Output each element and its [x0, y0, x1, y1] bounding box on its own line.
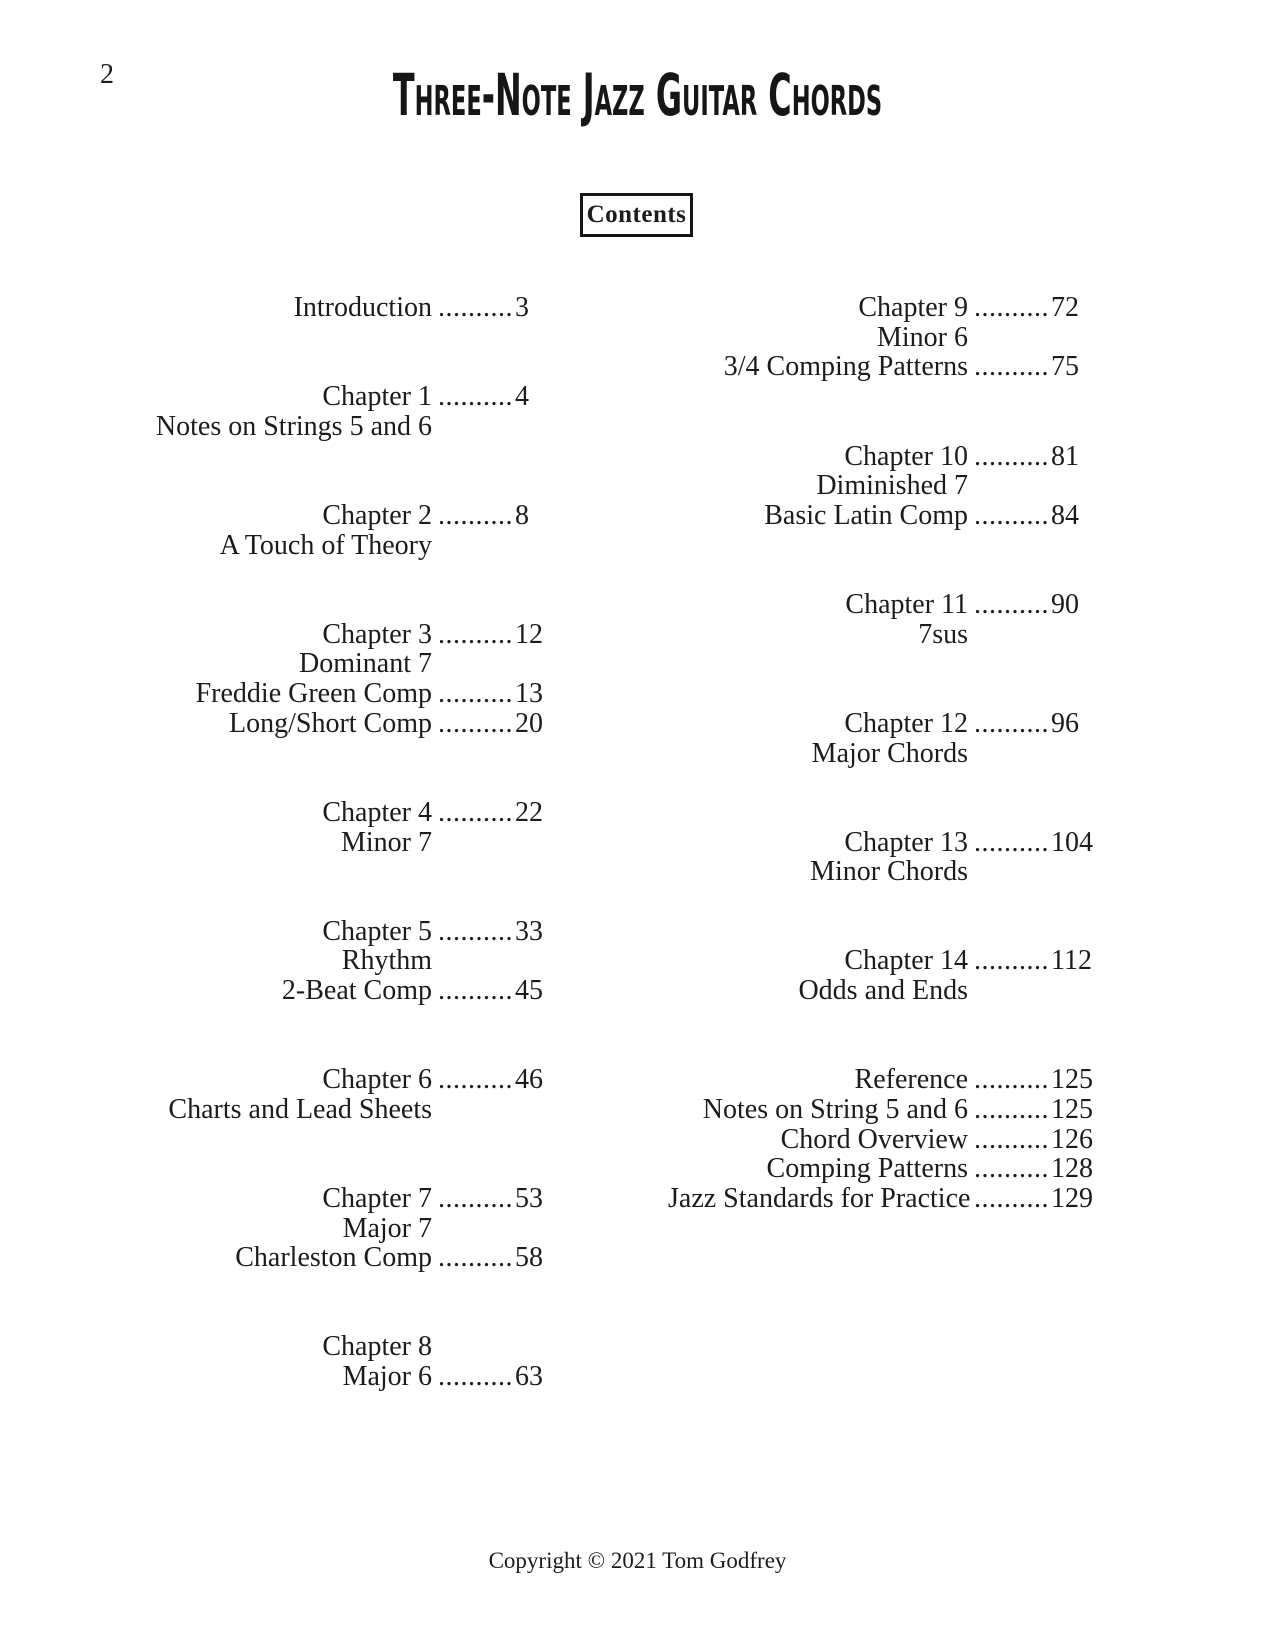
toc-entry-page: 8	[515, 499, 529, 531]
toc-entry	[668, 501, 1092, 531]
toc-entry-label: Major 7	[342, 1212, 432, 1244]
toc-entry-label: Jazz Standards for Practice	[668, 1183, 971, 1214]
toc-entry-label: Chapter 12	[844, 707, 968, 739]
toc-entry-label: Charts and Lead Sheets	[168, 1093, 432, 1125]
toc-leader-dots: ..........	[438, 707, 513, 739]
toc-block	[132, 915, 543, 1007]
toc-entry	[668, 1184, 1092, 1214]
toc-leader-dots: ..........	[438, 915, 513, 947]
toc-entry	[668, 739, 1092, 769]
toc-entry	[132, 1064, 543, 1096]
toc-entry	[668, 709, 1092, 739]
toc-entry-label: Chord Overview	[780, 1123, 968, 1155]
toc-entry-label: Diminished 7	[816, 470, 968, 502]
toc-entry	[668, 620, 1092, 650]
toc-entry-label: Freddie Green Comp	[195, 678, 432, 710]
toc-block	[132, 1331, 543, 1393]
toc-entry-page: 125	[1051, 1064, 1093, 1096]
copyright-notice: Copyright © 2021 Tom Godfrey	[488, 1548, 787, 1573]
toc-entry-page: 22	[515, 796, 543, 828]
toc-entry-label: 2-Beat Comp	[281, 975, 432, 1007]
toc-block	[132, 1064, 543, 1125]
toc-entry-label: Chapter 4	[322, 796, 432, 828]
toc-entry-page: 58	[515, 1242, 543, 1274]
toc-entry	[668, 1154, 1092, 1184]
toc-entry-page: 4	[515, 381, 529, 413]
toc-entry-page: 96	[1051, 707, 1079, 739]
page-number: 2	[100, 59, 114, 90]
toc-leader-dots: ..........	[974, 1153, 1049, 1185]
toc-leader-dots: ..........	[974, 826, 1049, 858]
toc-block	[132, 1182, 543, 1274]
toc-entry-page: 3	[515, 292, 529, 323]
toc-entry-page: 46	[515, 1064, 543, 1096]
toc-entry-label: Major Chords	[811, 737, 968, 769]
toc-leader-dots: ..........	[974, 1123, 1049, 1155]
toc-entry-page: 13	[515, 678, 543, 710]
toc-block	[132, 382, 532, 441]
toc-entry-label: Chapter 8	[322, 1331, 432, 1363]
toc-entry	[132, 975, 543, 1007]
toc-leader-dots: ..........	[438, 292, 513, 323]
toc-entry-label: Minor Chords	[810, 856, 968, 888]
toc-entry	[132, 707, 543, 739]
toc-entry-page: 84	[1051, 499, 1079, 531]
toc-leader-dots: ..........	[438, 796, 513, 828]
toc-entry-page: 112	[1051, 945, 1092, 977]
toc-block	[668, 590, 1092, 649]
toc-block	[132, 501, 532, 560]
toc-entry	[668, 857, 1092, 887]
toc-entry-label: Chapter 3	[322, 618, 432, 650]
toc-entry	[132, 649, 532, 679]
toc-entry-label: Chapter 6	[322, 1064, 432, 1096]
toc-entry	[132, 1361, 543, 1393]
toc-entry-label: Chapter 13	[844, 826, 968, 858]
toc-entry	[132, 1214, 532, 1244]
toc-leader-dots: ..........	[438, 678, 513, 710]
toc-entry-page: 90	[1051, 589, 1079, 620]
toc-entry	[132, 501, 532, 531]
toc-entry	[668, 828, 1092, 858]
toc-entry	[132, 678, 543, 710]
toc-entry-label: Long/Short Comp	[228, 707, 432, 739]
contents-heading-box	[580, 193, 693, 237]
toc-entry	[668, 442, 1092, 472]
toc-entry-label: Chapter 14	[844, 945, 968, 977]
toc-entry	[668, 976, 1092, 1006]
toc-entry-label: Rhythm	[341, 945, 432, 977]
toc-leader-dots: ..........	[438, 499, 513, 531]
toc-entry	[668, 293, 1092, 323]
toc-block	[132, 618, 543, 739]
toc-entry	[668, 1065, 1092, 1095]
toc-entry-label: Comping Patterns	[766, 1153, 968, 1185]
toc-column-left	[132, 292, 543, 1451]
toc-column-right	[668, 293, 1092, 1273]
toc-entry-label: Charleston Comp	[235, 1242, 432, 1274]
toc-block	[668, 946, 1092, 1005]
toc-leader-dots: ..........	[438, 1064, 513, 1096]
toc-entry-label: 3/4 Comping Patterns	[723, 351, 968, 383]
toc-leader-dots: ..........	[974, 1064, 1049, 1096]
toc-entry-page: 63	[515, 1361, 543, 1393]
toc-entry-label: A Touch of Theory	[219, 529, 432, 561]
toc-entry-label: Notes on Strings 5 and 6	[155, 410, 432, 442]
toc-leader-dots: ..........	[974, 1093, 1049, 1125]
toc-entry-label: Chapter 10	[844, 440, 968, 472]
toc-entry	[132, 796, 543, 828]
toc-entry	[132, 946, 532, 976]
toc-leader-dots: ..........	[974, 499, 1049, 531]
toc-entry	[668, 946, 1092, 976]
toc-entry-label: Chapter 5	[322, 915, 432, 947]
toc-entry-page: 125	[1051, 1093, 1093, 1125]
toc-block	[668, 293, 1092, 382]
toc-entry-page: 129	[1051, 1183, 1093, 1214]
toc-entry-label: 7sus	[918, 618, 968, 650]
toc-leader-dots: ..........	[974, 1183, 1049, 1214]
toc-entry-page: 128	[1051, 1153, 1093, 1185]
toc-entry-page: 126	[1051, 1123, 1093, 1155]
toc-leader-dots: ..........	[974, 945, 1049, 977]
toc-entry-label: Chapter 11	[845, 589, 968, 620]
toc-entry	[668, 471, 1092, 501]
toc-leader-dots: ..........	[974, 707, 1049, 739]
toc-entry	[668, 323, 1092, 353]
contents-heading-label: Contents	[586, 201, 687, 228]
toc-leader-dots: ..........	[438, 618, 513, 650]
toc-block	[668, 442, 1092, 531]
toc-block	[668, 828, 1092, 887]
toc-entry-page: 20	[515, 707, 543, 739]
toc-block	[668, 1065, 1092, 1214]
toc-entry	[668, 1125, 1092, 1155]
toc-entry	[132, 382, 532, 412]
toc-entry-label: Minor 6	[877, 321, 968, 353]
toc-entry-label: Chapter 7	[322, 1182, 432, 1214]
toc-entry-label: Chapter 2	[322, 499, 432, 531]
toc-entry-page: 75	[1051, 351, 1079, 383]
toc-entry	[132, 828, 532, 858]
toc-entry-page: 53	[515, 1182, 543, 1214]
toc-entry	[132, 531, 532, 561]
toc-leader-dots: ..........	[974, 589, 1049, 620]
toc-entry-page: 104	[1051, 826, 1093, 858]
toc-entry	[132, 293, 532, 323]
toc-entry-page: 12	[515, 618, 543, 650]
toc-entry	[668, 352, 1092, 382]
toc-leader-dots: ..........	[974, 440, 1049, 472]
toc-entry-label: Odds and Ends	[798, 975, 968, 1007]
toc-entry-page: 81	[1051, 440, 1079, 472]
toc-leader-dots: ..........	[438, 975, 513, 1007]
toc-entry-label: Basic Latin Comp	[764, 499, 968, 531]
toc-entry	[132, 1332, 532, 1362]
toc-entry-label: Notes on String 5 and 6	[702, 1093, 968, 1125]
toc-entry-label: Chapter 9	[858, 292, 968, 323]
toc-entry-label: Chapter 1	[322, 381, 432, 413]
toc-leader-dots: ..........	[438, 1361, 513, 1393]
toc-block	[132, 796, 543, 858]
toc-entry-label: Major 6	[342, 1361, 432, 1393]
toc-entry-label: Reference	[854, 1064, 968, 1096]
toc-entry-label: Introduction	[293, 292, 432, 323]
toc-entry	[132, 1095, 532, 1125]
toc-block	[668, 709, 1092, 768]
toc-leader-dots: ..........	[438, 1182, 513, 1214]
toc-leader-dots: ..........	[974, 351, 1049, 383]
toc-block	[132, 293, 532, 323]
toc-entry	[132, 915, 543, 947]
toc-entry	[132, 1182, 543, 1214]
book-title: Three-Note Jazz Guitar Chords	[392, 61, 883, 129]
toc-entry	[668, 1095, 1092, 1125]
toc-entry-page: 72	[1051, 292, 1079, 323]
toc-entry	[668, 590, 1092, 620]
toc-entry	[132, 618, 543, 650]
toc-entry	[132, 1242, 543, 1274]
toc-entry-page: 33	[515, 915, 543, 947]
toc-entry-label: Minor 7	[341, 826, 432, 858]
toc-entry	[132, 412, 532, 442]
toc-entry-label: Dominant 7	[299, 648, 432, 680]
toc-leader-dots: ..........	[438, 1242, 513, 1274]
toc-leader-dots: ..........	[438, 381, 513, 413]
toc-leader-dots: ..........	[974, 292, 1049, 323]
toc-entry-page: 45	[515, 975, 543, 1007]
